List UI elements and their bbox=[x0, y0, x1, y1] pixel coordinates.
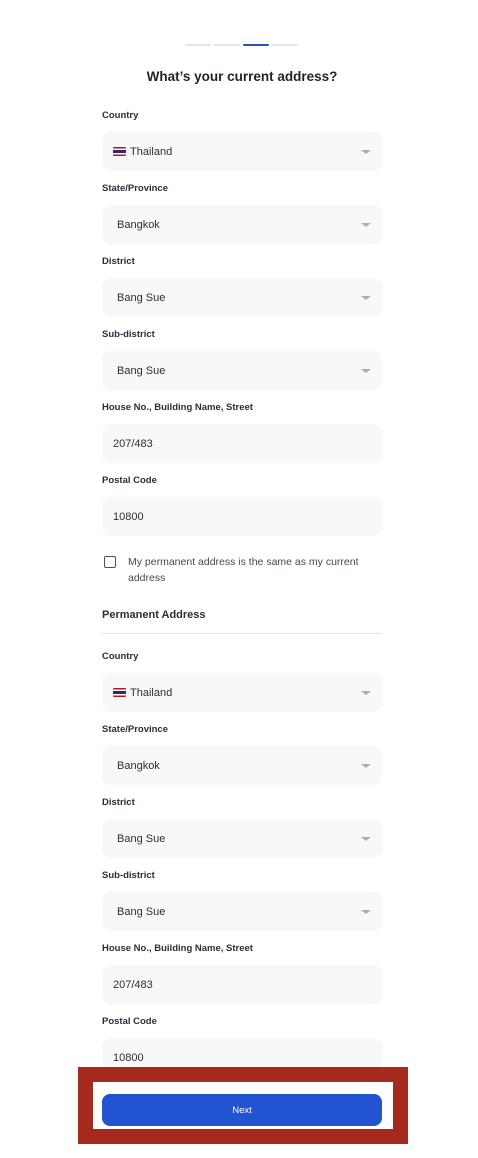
chevron-down-icon bbox=[361, 837, 371, 841]
permanent-postal-value: 10800 bbox=[113, 1051, 144, 1064]
permanent-subdistrict-value: Bang Sue bbox=[117, 905, 166, 918]
current-street-value: 207/483 bbox=[113, 437, 153, 450]
chevron-down-icon bbox=[361, 764, 371, 768]
current-street-input[interactable] bbox=[102, 424, 382, 463]
thailand-flag-icon bbox=[113, 688, 126, 697]
current-state-select[interactable] bbox=[102, 205, 382, 244]
permanent-country-value: Thailand bbox=[130, 686, 173, 699]
chevron-down-icon bbox=[361, 369, 371, 373]
progress-stepper bbox=[185, 44, 298, 46]
permanent-state-label: State/Province bbox=[102, 724, 168, 735]
permanent-state-select[interactable] bbox=[102, 746, 382, 785]
chevron-down-icon bbox=[361, 296, 371, 300]
progress-step-3-active bbox=[243, 44, 269, 46]
permanent-address-form bbox=[102, 651, 382, 1089]
current-district-select[interactable] bbox=[102, 278, 382, 317]
progress-step-4 bbox=[272, 44, 298, 46]
thailand-flag-icon bbox=[113, 147, 126, 156]
permanent-state-value: Bangkok bbox=[117, 759, 160, 772]
same-address-label bbox=[128, 554, 359, 586]
permanent-country-group bbox=[102, 651, 382, 724]
current-country-group bbox=[102, 110, 382, 183]
current-subdistrict-label: Sub-district bbox=[102, 329, 155, 340]
same-address-checkbox[interactable] bbox=[104, 556, 116, 568]
current-postal-input[interactable] bbox=[102, 497, 382, 536]
chevron-down-icon bbox=[361, 223, 371, 227]
same-address-option[interactable] bbox=[104, 555, 384, 586]
permanent-state-group bbox=[102, 724, 382, 797]
permanent-country-label: Country bbox=[102, 651, 139, 662]
permanent-subdistrict-group bbox=[102, 870, 382, 943]
current-address-form bbox=[102, 110, 382, 548]
current-district-group bbox=[102, 256, 382, 329]
permanent-street-value: 207/483 bbox=[113, 978, 153, 991]
progress-step-2 bbox=[214, 44, 240, 46]
permanent-street-input[interactable] bbox=[102, 965, 382, 1004]
current-subdistrict-group bbox=[102, 329, 382, 402]
progress-step-1 bbox=[185, 44, 211, 46]
permanent-street-label: House No., Building Name, Street bbox=[102, 943, 253, 954]
permanent-address-heading: Permanent Address bbox=[102, 609, 206, 621]
permanent-country-select[interactable] bbox=[102, 673, 382, 712]
current-postal-group bbox=[102, 475, 382, 548]
current-state-value: Bangkok bbox=[117, 218, 160, 231]
permanent-district-value: Bang Sue bbox=[117, 832, 166, 845]
chevron-down-icon bbox=[361, 150, 371, 154]
current-country-select[interactable] bbox=[102, 132, 382, 171]
permanent-district-group bbox=[102, 797, 382, 870]
current-subdistrict-select[interactable] bbox=[102, 351, 382, 390]
permanent-district-select[interactable] bbox=[102, 819, 382, 858]
current-country-label: Country bbox=[102, 110, 139, 121]
current-state-label: State/Province bbox=[102, 183, 168, 194]
next-button[interactable]: Next bbox=[102, 1094, 382, 1126]
current-postal-value: 10800 bbox=[113, 510, 144, 523]
permanent-street-group bbox=[102, 943, 382, 1016]
permanent-subdistrict-label: Sub-district bbox=[102, 870, 155, 881]
current-state-group bbox=[102, 183, 382, 256]
section-divider bbox=[102, 633, 382, 634]
current-street-group bbox=[102, 402, 382, 475]
permanent-district-label: District bbox=[102, 797, 135, 808]
current-subdistrict-value: Bang Sue bbox=[117, 364, 166, 377]
current-postal-label: Postal Code bbox=[102, 475, 157, 486]
chevron-down-icon bbox=[361, 691, 371, 695]
page-title: What’s your current address? bbox=[146, 69, 338, 84]
current-district-label: District bbox=[102, 256, 135, 267]
permanent-postal-label: Postal Code bbox=[102, 1016, 157, 1027]
current-street-label: House No., Building Name, Street bbox=[102, 402, 253, 413]
same-address-label-line1: My permanent address is the same as my current bbox=[128, 556, 359, 568]
same-address-label-line2: address bbox=[128, 572, 166, 584]
current-district-value: Bang Sue bbox=[117, 291, 166, 304]
current-country-value: Thailand bbox=[130, 145, 173, 158]
chevron-down-icon bbox=[361, 910, 371, 914]
permanent-subdistrict-select[interactable] bbox=[102, 892, 382, 931]
